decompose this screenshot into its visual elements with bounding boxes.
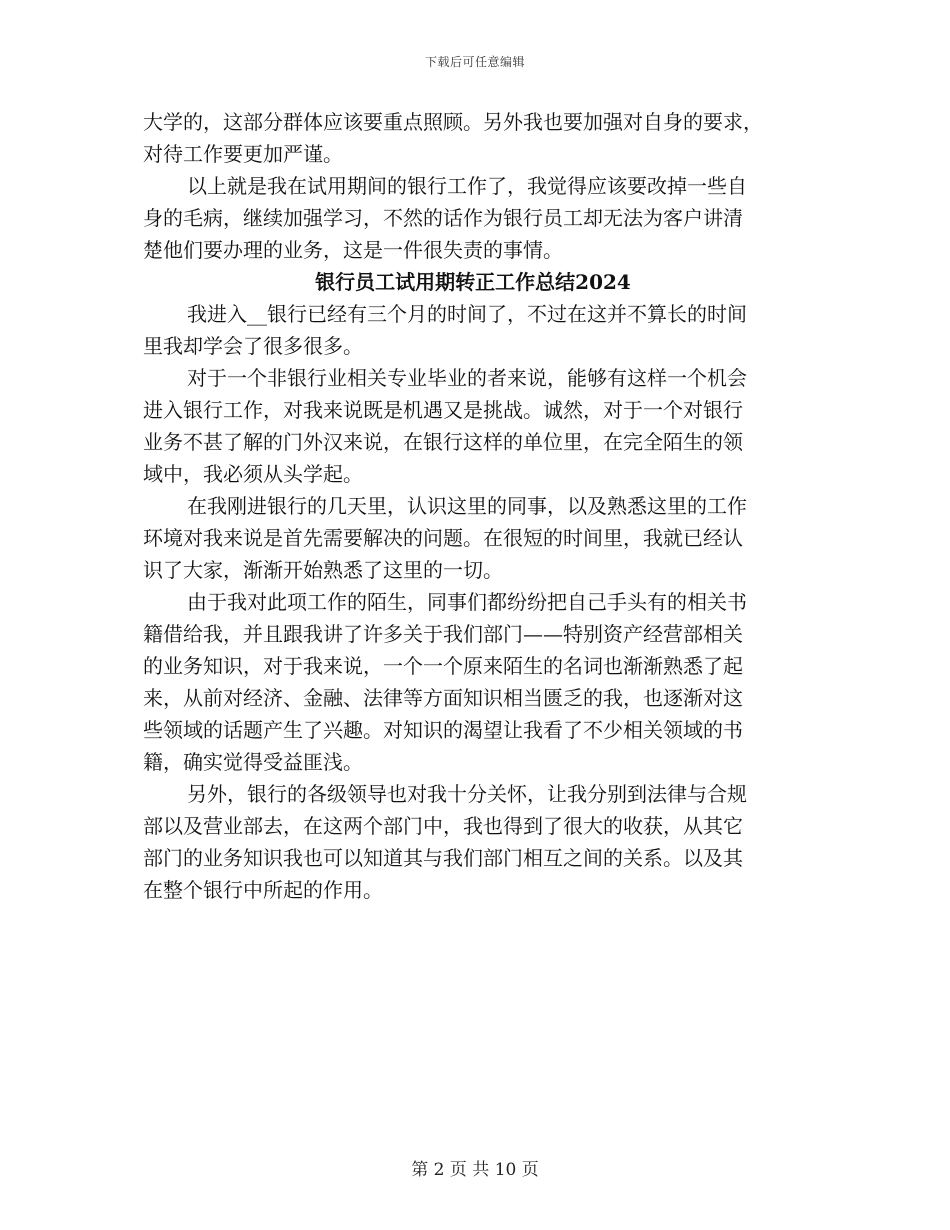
- text-line: 由于我对此项工作的陌生，同事们都纷纷把自己手头有的相关书: [187, 590, 747, 614]
- text-line: 楚他们要办理的业务，这是一件很失责的事情。: [143, 238, 563, 262]
- document-body: [143, 106, 803, 906]
- text-line: 在我刚进银行的几天里，认识这里的同事，以及熟悉这里的工作: [187, 494, 747, 518]
- text-line: 我进入__银行已经有三个月的时间了，不过在这并不算长的时间: [187, 302, 747, 326]
- page-footer: 第 2 页 共 10 页: [411, 1160, 539, 1180]
- text-line: 对待工作要更加严谨。: [143, 142, 343, 166]
- text-line: 的业务知识，对于我来说，一个一个原来陌生的名词也渐渐熟悉了起: [143, 654, 743, 678]
- text-line: 籍借给我，并且跟我讲了许多关于我们部门——特别资产经营部相关: [143, 622, 743, 646]
- text-line: 身的毛病，继续加强学习，不然的话作为银行员工却无法为客户讲清: [143, 206, 743, 230]
- text-line: 些领域的话题产生了兴趣。对知识的渴望让我看了不少相关领域的书: [143, 718, 743, 742]
- text-line: 识了大家，渐渐开始熟悉了这里的一切。: [143, 558, 503, 582]
- text-line: 里我却学会了很多很多。: [143, 334, 363, 358]
- text-line: 部以及营业部去，在这两个部门中，我也得到了很大的收获，从其它: [143, 814, 743, 838]
- text-line: 在整个银行中所起的作用。: [143, 878, 383, 902]
- header-note: 下载后可任意编辑: [424, 55, 525, 69]
- text-line: 来，从前对经济、金融、法律等方面知识相当匮乏的我，也逐渐对这: [143, 686, 743, 710]
- text-line: 部门的业务知识我也可以知道其与我们部门相互之间的关系。以及其: [143, 846, 743, 870]
- text-line: 对于一个非银行业相关专业毕业的者来说，能够有这样一个机会: [187, 366, 747, 390]
- text-line: 环境对我来说是首先需要解决的问题。在很短的时间里，我就已经认: [143, 526, 743, 550]
- section-title: 银行员工试用期转正工作总结2024: [315, 270, 631, 294]
- text-line: 另外，银行的各级领导也对我十分关怀，让我分别到法律与合规: [187, 782, 747, 806]
- text-line: 进入银行工作，对我来说既是机遇又是挑战。诚然，对于一个对银行: [143, 398, 743, 422]
- text-line: 域中，我必须从头学起。: [143, 462, 363, 486]
- text-line: 以上就是我在试用期间的银行工作了，我觉得应该要改掉一些自: [187, 174, 747, 198]
- text-line: 大学的，这部分群体应该要重点照顾。另外我也要加强对自身的要求，: [143, 110, 763, 134]
- text-line: 业务不甚了解的门外汉来说，在银行这样的单位里，在完全陌生的领: [143, 430, 743, 454]
- text-line: 籍，确实觉得受益匪浅。: [143, 750, 363, 774]
